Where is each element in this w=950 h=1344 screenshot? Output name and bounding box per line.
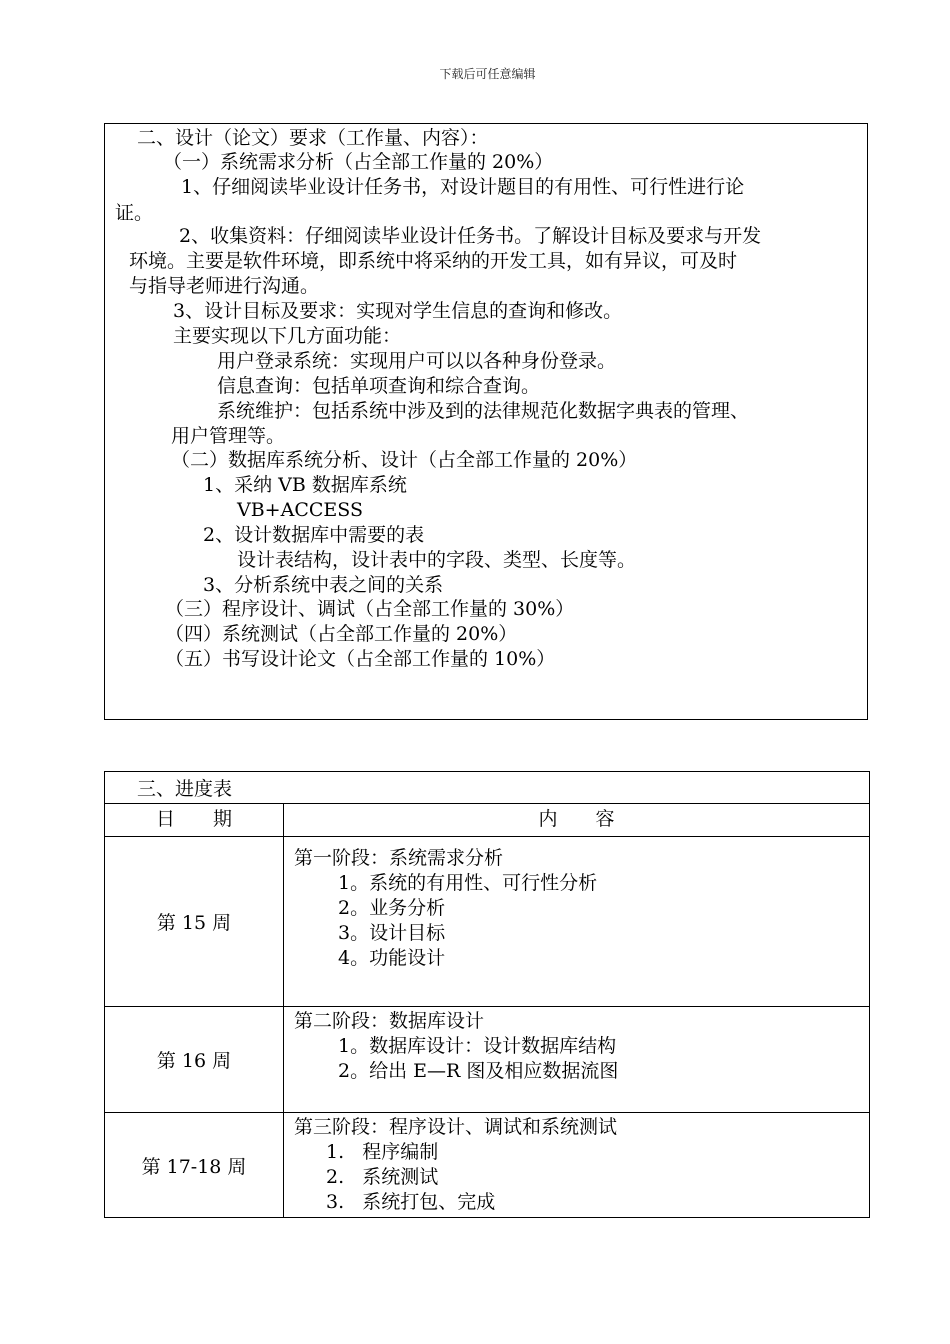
list-item: 4。功能设计 [338, 947, 446, 969]
list-item: 2。业务分析 [338, 897, 446, 919]
stage-title: 第三阶段：程序设计、调试和系统测试 [294, 1116, 618, 1138]
req-line: VB+ACCESS [237, 499, 363, 521]
req-line: 1、采纳 VB 数据库系统 [203, 474, 407, 496]
req-line: （三）程序设计、调试（占全部工作量的 30%） [165, 598, 575, 620]
req-line: 系统维护：包括系统中涉及到的法律规范化数据字典表的管理、 [217, 400, 750, 422]
req-line: 与指导老师进行沟通。 [129, 275, 320, 297]
req-line: （一）系统需求分析（占全部工作量的 20%） [163, 151, 554, 173]
req-line: 用户登录系统：实现用户可以以各种身份登录。 [217, 350, 617, 372]
week-cell: 第 17-18 周 [105, 1113, 284, 1218]
list-item: 3。设计目标 [338, 922, 446, 944]
req-line: 环境。主要是软件环境，即系统中将采纳的开发工具，如有异议，可及时 [129, 250, 738, 272]
column-header-content: 内 容 [284, 804, 870, 837]
week-cell: 第 15 周 [105, 837, 284, 1007]
req-line: （二）数据库系统分析、设计（占全部工作量的 20%） [171, 449, 638, 471]
stage-title: 第一阶段：系统需求分析 [294, 847, 504, 869]
stage-title: 第二阶段：数据库设计 [294, 1010, 485, 1032]
req-line: 用户管理等。 [171, 425, 286, 447]
content-cell [284, 1113, 870, 1218]
table-row [105, 1007, 870, 1113]
table-row [105, 837, 870, 1007]
req-line: 3、分析系统中表之间的关系 [203, 574, 444, 596]
list-item: 3. 系统打包、完成 [326, 1191, 496, 1213]
content-cell [284, 1007, 870, 1113]
req-line: 2、收集资料：仔细阅读毕业设计任务书。了解设计目标及要求与开发 [179, 225, 762, 247]
page-header-note: 下载后可任意编辑 [439, 67, 536, 81]
req-line: （四）系统测试（占全部工作量的 20%） [165, 623, 518, 645]
table-row [105, 1113, 870, 1218]
req-line: 设计表结构，设计表中的字段、类型、长度等。 [237, 549, 637, 571]
schedule-title: 三、进度表 [105, 772, 870, 804]
requirements-box [104, 123, 868, 720]
req-line: 2、设计数据库中需要的表 [203, 524, 425, 546]
req-line: 主要实现以下几方面功能： [173, 325, 402, 347]
list-item: 1. 程序编制 [326, 1141, 439, 1163]
column-header-date: 日 期 [105, 804, 284, 837]
list-item: 2. 系统测试 [326, 1166, 439, 1188]
list-item: 1。系统的有用性、可行性分析 [338, 872, 598, 894]
schedule-table [104, 771, 870, 1218]
req-line: 信息查询：包括单项查询和综合查询。 [217, 375, 541, 397]
content-cell [284, 837, 870, 1007]
requirements-title: 二、设计（论文）要求（工作量、内容）： [137, 127, 489, 149]
req-line: 证。 [115, 202, 154, 224]
req-line: 3、设计目标及要求：实现对学生信息的查询和修改。 [173, 300, 623, 322]
week-cell: 第 16 周 [105, 1007, 284, 1113]
list-item: 1。数据库设计：设计数据库结构 [338, 1035, 617, 1057]
req-line: 1、仔细阅读毕业设计任务书，对设计题目的有用性、可行性进行论 [181, 176, 745, 198]
req-line: （五）书写设计论文（占全部工作量的 10%） [165, 648, 556, 670]
list-item: 2。给出 E—R 图及相应数据流图 [338, 1060, 619, 1082]
